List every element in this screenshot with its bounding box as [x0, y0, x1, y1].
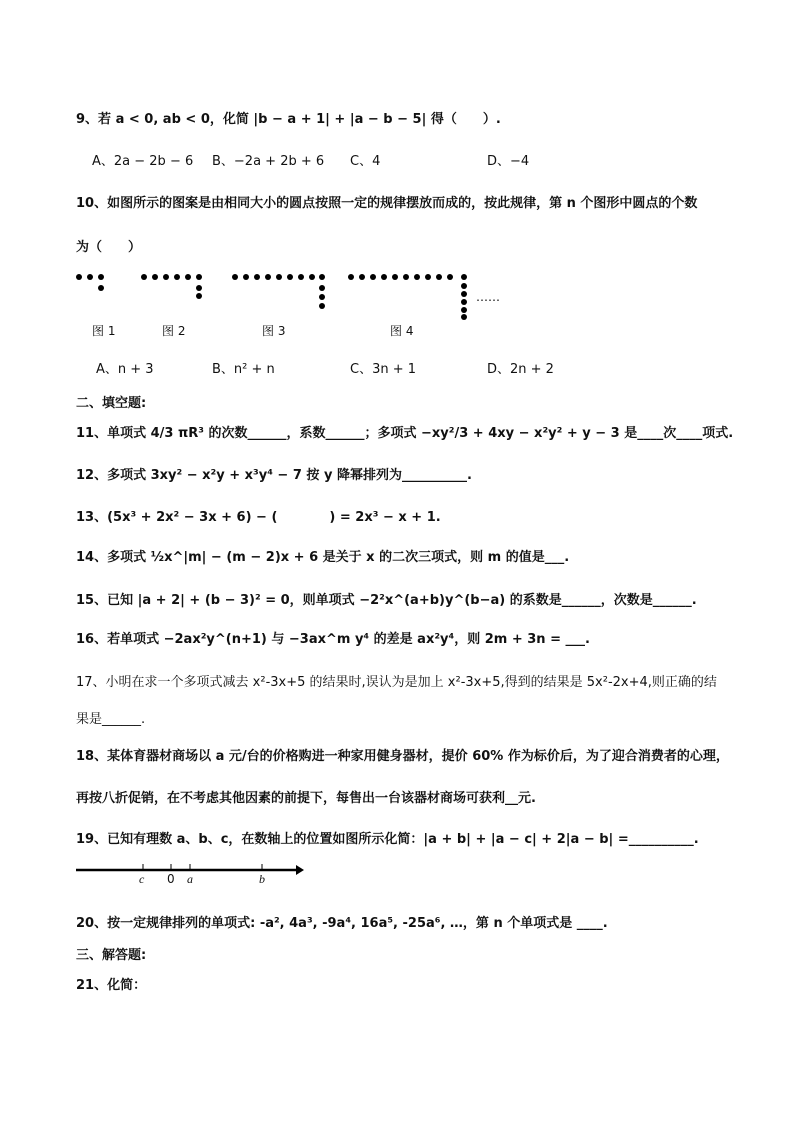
q10-figure-label-1: 图 1: [92, 324, 116, 338]
q9-text: 9、若 a < 0, ab < 0，化简 |b − a + 1| + |a − b − 5| 得（ ）.: [76, 112, 501, 127]
q10-text-line2: 为（ ）: [76, 240, 142, 255]
q15-text: 15、已知 |a + 2| + (b − 3)² = 0，则单项式 −2²x^(a+b)y^(b−a) 的系数是______，次数是______.: [76, 593, 697, 608]
q18-text-line2: 再按八折促销，在不考虑其他因素的前提下，每售出一台该器材商场可获利__元.: [76, 791, 536, 806]
q19-axis-label-0: 0: [167, 872, 175, 886]
q9-option-c: C、4: [350, 154, 381, 169]
section-3-heading: 三、解答题:: [76, 948, 147, 963]
q10-figure-label-3: 图 3: [262, 324, 286, 338]
q10-option-b: B、n² + n: [212, 362, 275, 377]
q10-figure-label-2: 图 2: [162, 324, 186, 338]
q10-option-a: A、n + 3: [96, 362, 154, 377]
q10-text-line1: 10、如图所示的图案是由相同大小的圆点按照一定的规律摆放而成的，按此规律，第 n 个图形中圆点的个数: [76, 196, 698, 211]
q10-figure-label-4: 图 4: [390, 324, 414, 338]
q9-option-a: A、2a − 2b − 6: [92, 154, 194, 169]
q16-text: 16、若单项式 −2ax²y^(n+1) 与 −3ax^m y⁴ 的差是 ax²y⁴，则 2m + 3n = ___.: [76, 632, 590, 647]
q19-axis-label-c: c: [139, 872, 145, 886]
q9-option-b: B、−2a + 2b + 6: [212, 154, 325, 169]
q12-text: 12、多项式 3xy² − x²y + x³y⁴ − 7 按 y 降幂排列为__________.: [76, 468, 472, 483]
q20-text: 20、按一定规律排列的单项式: -a², 4a³, -9a⁴, 16a⁵, -25a⁶, …，第 n 个单项式是 ____.: [76, 916, 608, 931]
q9-option-d: D、−4: [487, 154, 530, 169]
q19-axis-label-b: b: [259, 872, 265, 886]
q13-text: 13、(5x³ + 2x² − 3x + 6) − ( ) = 2x³ − x + 1.: [76, 510, 441, 525]
q21-text: 21、化简：: [76, 978, 147, 993]
q19-text: 19、已知有理数 a、b、c，在数轴上的位置如图所示化简：|a + b| + |a − c| + 2|a − b| =__________.: [76, 832, 699, 847]
q17-text-line2: 果是______.: [76, 712, 146, 727]
section-2-heading: 二、填空题:: [76, 396, 147, 411]
q17-text-line1: 17、小明在求一个多项式减去 x²-3x+5 的结果时,误认为是加上 x²-3x+5,得到的结果是 5x²-2x+4,则正确的结: [76, 675, 717, 690]
q11-text: 11、单项式 4/3 πR³ 的次数______，系数______；多项式 −xy²/3 + 4xy − x²y² + y − 3 是____次____项式.: [76, 426, 734, 441]
q19-axis-label-a: a: [187, 872, 193, 886]
q10-option-c: C、3n + 1: [350, 362, 417, 377]
q10-dot-pattern-figure: [72, 268, 512, 323]
q18-text-line1: 18、某体育器材商场以 a 元/台的价格购进一种家用健身器材，提价 60% 作为标价后，为了迎合消费者的心理，: [76, 749, 729, 764]
q14-text: 14、多项式 ½x^|m| − (m − 2)x + 6 是关于 x 的二次三项式，则 m 的值是___.: [76, 550, 570, 565]
q10-figure-ellipsis: ……: [476, 290, 500, 304]
q10-option-d: D、2n + 2: [487, 362, 554, 377]
